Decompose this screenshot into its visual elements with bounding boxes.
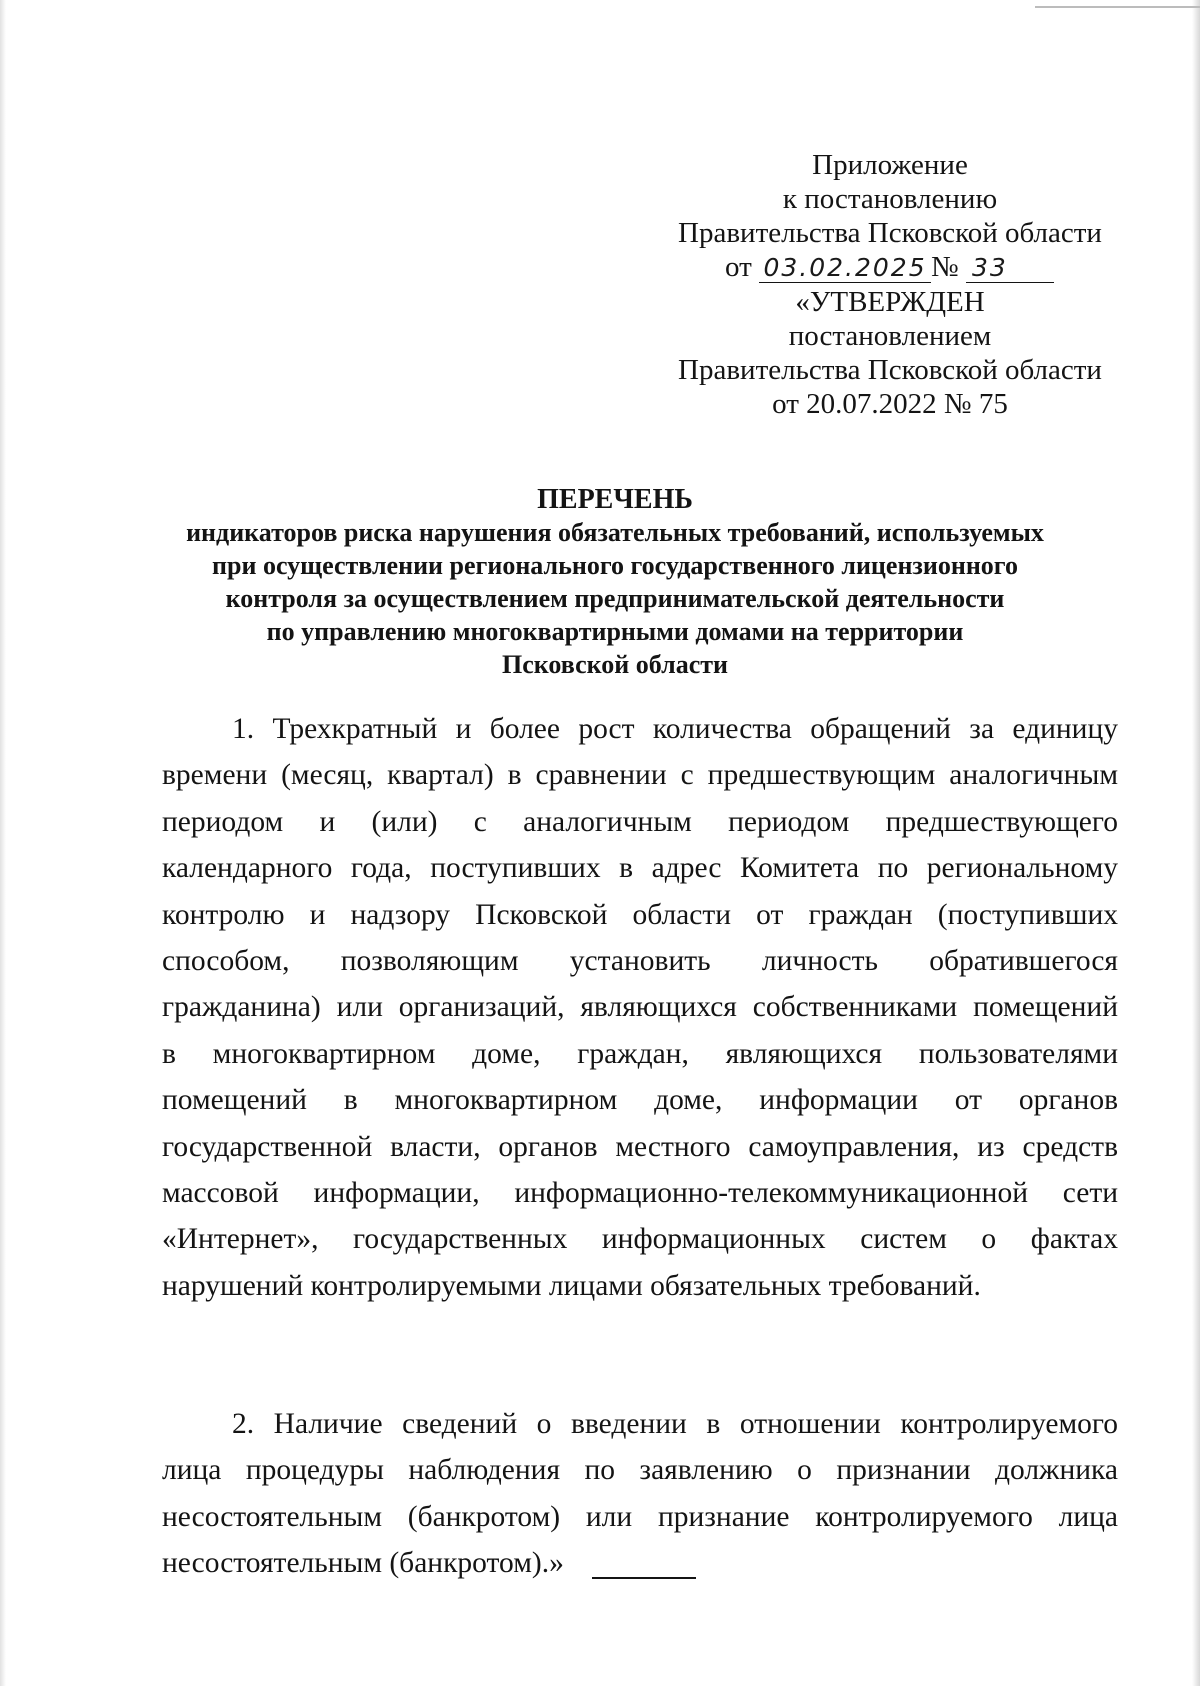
title-line: индикаторов риска нарушения обязательных требований, используемых xyxy=(186,518,1044,547)
appendix-date-line xyxy=(670,250,1110,284)
paragraph-line: лица процедуры наблюдения по заявлению о признании должника xyxy=(162,1454,1118,1487)
paragraph-line: помещений в многоквартирном доме, информации от органов xyxy=(162,1084,1118,1117)
paragraph-line: 1. Трехкратный и более рост количества обращений за единицу xyxy=(232,713,1118,745)
closing-divider xyxy=(592,1577,696,1579)
approved-line-1: «УТВЕРЖДЕН xyxy=(795,286,985,318)
appendix-line-3: Правительства Псковской области xyxy=(678,217,1102,249)
paragraph-line: контролю и надзору Псковской области от граждан (поступивших xyxy=(162,898,1118,931)
title-line: при осуществлении регионального государственного лицензионного xyxy=(212,551,1018,580)
title-heading: ПЕРЕЧЕНЬ xyxy=(537,484,693,515)
paragraph-line: способом, позволяющим установить личность обратившегося xyxy=(162,945,1118,978)
approved-line-3: Правительства Псковской области xyxy=(678,354,1102,386)
appendix-block xyxy=(670,148,1110,284)
paragraph-line: «Интернет», государственных информационных систем о фактах xyxy=(162,1223,1118,1256)
paragraph-line: периодом и (или) с аналогичным периодом предшествующего xyxy=(162,805,1118,838)
scan-edge-left xyxy=(0,0,6,1686)
paragraph-line: календарного года, поступивших в адрес Комитета по региональному xyxy=(162,852,1118,885)
approved-line-4: от 20.07.2022 № 75 xyxy=(772,388,1008,420)
number-sign: № xyxy=(931,251,959,283)
handwritten-date: 03.02.2025 xyxy=(759,254,931,283)
paragraph-line: 2. Наличие сведений о введении в отношении контролируемого xyxy=(232,1408,1118,1440)
date-prefix: от xyxy=(725,251,752,283)
appendix-line-2: к постановлению xyxy=(782,183,998,215)
paragraph-line: государственной власти, органов местного самоуправления, из средств xyxy=(162,1130,1118,1163)
approved-block xyxy=(670,285,1110,421)
paragraph-line: в многоквартирном доме, граждан, являющихся пользователями xyxy=(162,1037,1118,1070)
paragraph-line: времени (месяц, квартал) в сравнении с предшествующим аналогичным xyxy=(162,759,1118,792)
paragraph-1 xyxy=(162,706,1118,1309)
paragraph-line: нарушений контролируемыми лицами обязательных требований. xyxy=(162,1269,981,1302)
title-line: по управлению многоквартирными домами на территории xyxy=(266,617,964,646)
title-line: контроля за осуществлением предпринимательской деятельности xyxy=(225,584,1005,613)
paragraph-2 xyxy=(162,1401,1118,1587)
approved-line-2: постановлением xyxy=(788,320,992,352)
paragraph-line: несостоятельным (банкротом) или признание контролируемого лица xyxy=(162,1500,1118,1533)
paragraph-line: гражданина) или организаций, являющихся собственниками помещений xyxy=(162,991,1118,1024)
paragraph-line: несостоятельным (банкротом).» xyxy=(162,1547,564,1580)
document-title xyxy=(140,483,1090,681)
paragraph-line: массовой информации, информационно-телекоммуникационной сети xyxy=(162,1177,1118,1210)
handwritten-number: 33 xyxy=(966,254,1054,283)
appendix-line-1: Приложение xyxy=(812,149,968,181)
scan-edge-right xyxy=(1192,0,1200,1686)
title-line: Псковской области xyxy=(501,650,728,679)
scan-edge-top xyxy=(1035,6,1200,8)
